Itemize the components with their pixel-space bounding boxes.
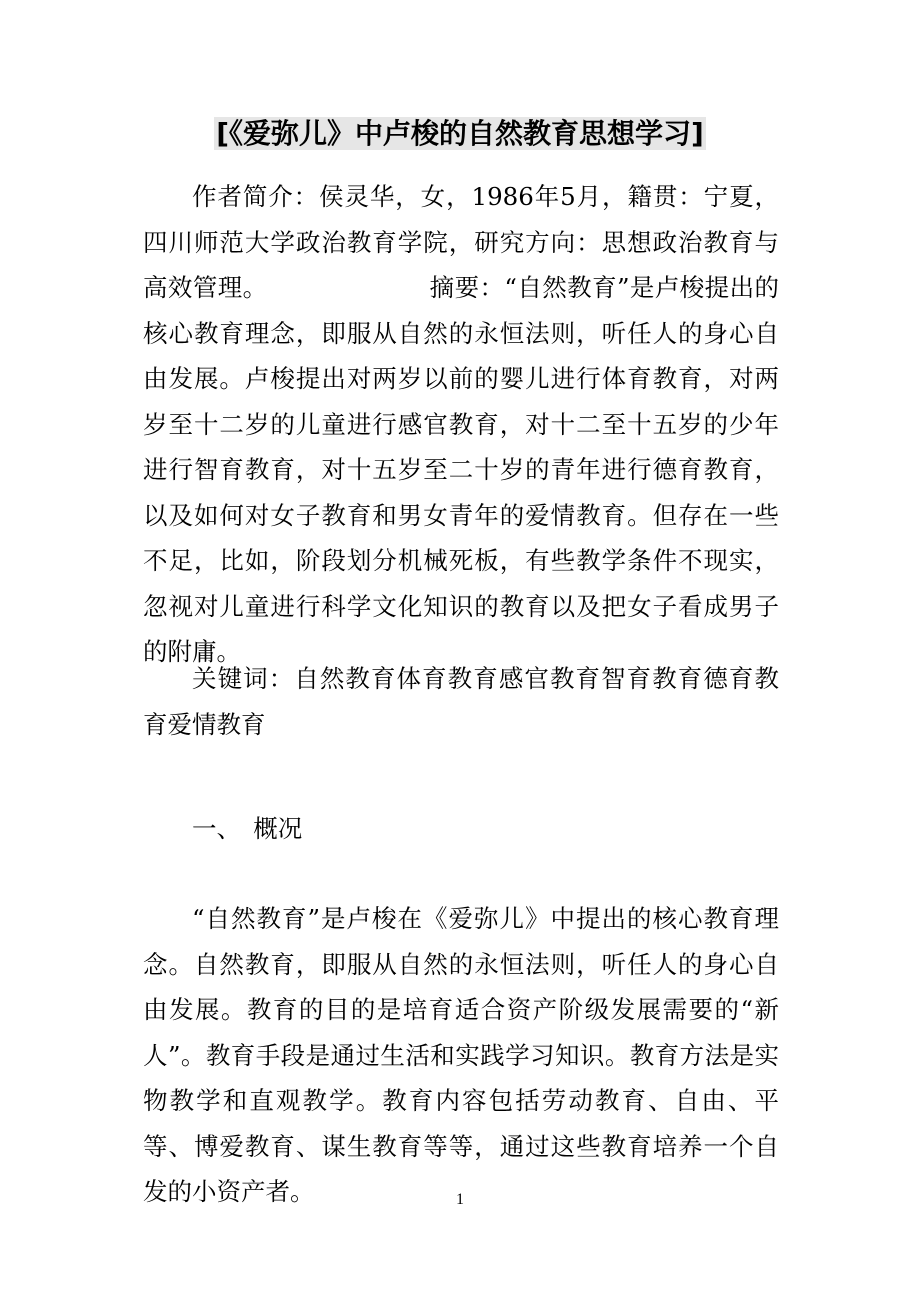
document-title-text: [《爱弥儿》中卢梭的自然教育思想学习] — [216, 117, 704, 150]
author-abstract-paragraph: 作者简介：侯灵华，女，1986年5月，籍贯：宁夏，四川师范大学政治教育学院，研究方向：思想政治教育与高效管理。 摘要：“自然教育”是卢梭提出的核心教育理念，即服从自然的永恒法则，听任人的身心自由发展。卢梭提出对两岁以前的婴儿进行体育教育，对两岁至十二岁的儿童进行感官教育，对十二至十五岁的少年进行智育教育，对十五岁至二十岁的青年进行德育教育，以及如何对女子教育和男女青年的爱情教育。但存在一些不足，比如，阶段划分机械死板，有些教学条件不现实，忽视对儿童进行科学文化知识的教育以及把女子看成男子的附庸。 — [143, 182, 779, 666]
page-number: 1 — [456, 1191, 464, 1208]
document-title — [0, 112, 920, 156]
section-heading: 一、 概况 — [192, 814, 303, 843]
overview-paragraph: “自然教育”是卢梭在《爱弥儿》中提出的核心教育理念。自然教育，即服从自然的永恒法则，听任人的身心自由发展。教育的目的是培育适合资产阶级发展需要的“新人”。教育手段是通过生活和实践学习知识。教育方法是实物教学和直观教学。教育内容包括劳动教育、自由、平等、博爱教育、谋生教育等等，通过这些教育培养一个自发的小资产者。 — [143, 904, 779, 1206]
keywords-paragraph: 关键词：自然教育体育教育感官教育智育教育德育教育爱情教育 — [143, 664, 779, 739]
